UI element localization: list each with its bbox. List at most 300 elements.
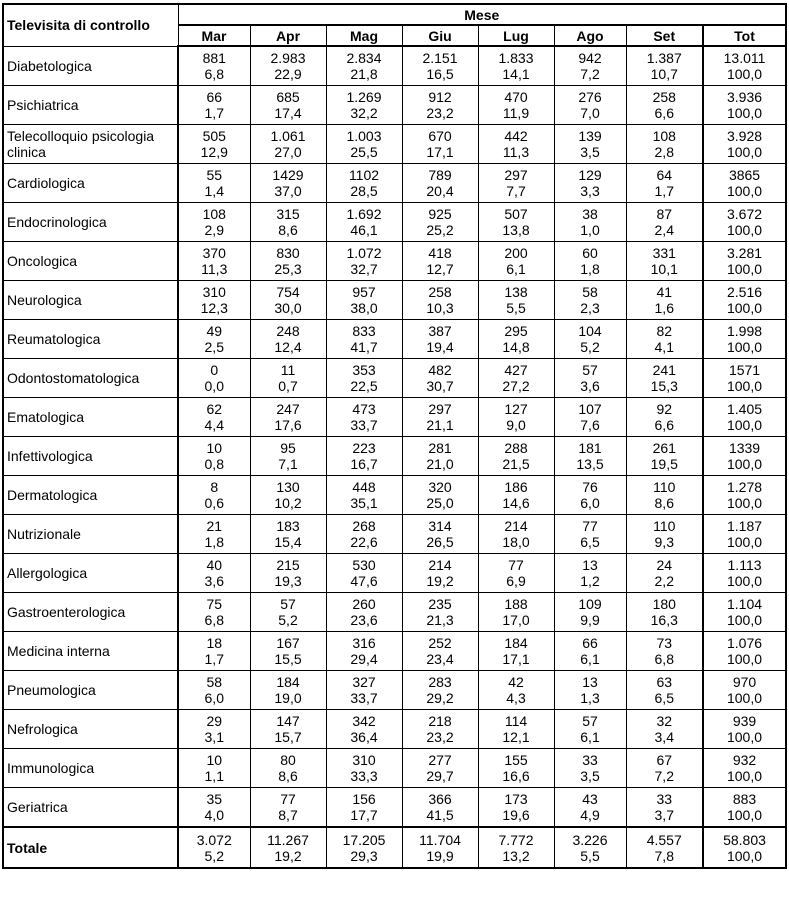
percent-value: 29,2 bbox=[426, 690, 454, 706]
row-label: Medicina interna bbox=[3, 632, 178, 671]
value-cell bbox=[178, 554, 250, 593]
value-cell bbox=[178, 203, 250, 242]
month-header-ago: Ago bbox=[554, 25, 626, 46]
percent-value: 33,3 bbox=[350, 768, 378, 784]
count-value: 2.983 bbox=[270, 50, 306, 66]
count-value: 63 bbox=[656, 674, 673, 690]
count-value: 754 bbox=[276, 284, 300, 300]
value-cell bbox=[703, 320, 786, 359]
percent-value: 21,5 bbox=[502, 456, 530, 472]
value-cell bbox=[250, 359, 326, 398]
count-value: 13 bbox=[582, 674, 598, 690]
count-value: 173 bbox=[504, 791, 528, 807]
row-label: Allergologica bbox=[3, 554, 178, 593]
row-label: Geriatrica bbox=[3, 788, 178, 828]
count-value: 507 bbox=[504, 206, 528, 222]
table-row bbox=[3, 86, 786, 125]
count-value: 87 bbox=[656, 206, 673, 222]
count-value: 353 bbox=[352, 362, 376, 378]
percent-value: 100,0 bbox=[726, 612, 763, 628]
count-value: 1.003 bbox=[346, 128, 382, 144]
count-value: 2.516 bbox=[726, 284, 763, 300]
percent-value: 8,6 bbox=[278, 222, 298, 238]
value-cell bbox=[178, 281, 250, 320]
value-cell bbox=[250, 632, 326, 671]
row-label: Nefrologica bbox=[3, 710, 178, 749]
value-cell bbox=[478, 515, 554, 554]
value-cell bbox=[402, 86, 478, 125]
count-value: 1339 bbox=[728, 440, 761, 456]
value-cell bbox=[703, 749, 786, 788]
count-value: 288 bbox=[504, 440, 528, 456]
value-cell bbox=[326, 788, 402, 828]
month-header-set: Set bbox=[626, 25, 703, 46]
count-value: 183 bbox=[276, 518, 300, 534]
count-value: 315 bbox=[276, 206, 300, 222]
row-label: Dermatologica bbox=[3, 476, 178, 515]
percent-value: 19,6 bbox=[502, 807, 530, 823]
value-cell bbox=[478, 437, 554, 476]
percent-value: 3,7 bbox=[654, 807, 674, 823]
count-value: 155 bbox=[504, 752, 528, 768]
value-cell bbox=[178, 242, 250, 281]
count-value: 41 bbox=[656, 284, 673, 300]
table-row bbox=[3, 554, 786, 593]
value-cell bbox=[626, 281, 703, 320]
value-cell bbox=[626, 320, 703, 359]
value-cell bbox=[703, 281, 786, 320]
percent-value: 0,6 bbox=[204, 495, 224, 511]
percent-value: 13,5 bbox=[576, 456, 604, 472]
value-cell bbox=[626, 749, 703, 788]
percent-value: 36,4 bbox=[350, 729, 378, 745]
percent-value: 100,0 bbox=[726, 729, 763, 745]
percent-value: 100,0 bbox=[726, 300, 763, 316]
value-cell bbox=[178, 827, 250, 868]
table-row bbox=[3, 164, 786, 203]
value-cell bbox=[250, 515, 326, 554]
percent-value: 5,2 bbox=[580, 339, 600, 355]
value-cell bbox=[402, 671, 478, 710]
value-cell bbox=[326, 437, 402, 476]
count-value: 62 bbox=[206, 401, 223, 417]
value-cell bbox=[178, 671, 250, 710]
value-cell bbox=[626, 125, 703, 164]
percent-value: 7,6 bbox=[580, 417, 600, 433]
percent-value: 4,1 bbox=[654, 339, 674, 355]
value-cell bbox=[402, 788, 478, 828]
value-cell bbox=[626, 359, 703, 398]
percent-value: 7,8 bbox=[654, 847, 674, 864]
percent-value: 3,4 bbox=[654, 729, 674, 745]
count-value: 129 bbox=[578, 167, 602, 183]
value-cell bbox=[326, 86, 402, 125]
count-value: 260 bbox=[352, 596, 376, 612]
percent-value: 16,6 bbox=[502, 768, 530, 784]
percent-value: 2,8 bbox=[654, 144, 674, 160]
value-cell bbox=[626, 437, 703, 476]
row-label: Telecolloquio psicologia clinica bbox=[3, 125, 178, 164]
count-value: 57 bbox=[582, 362, 598, 378]
count-value: 55 bbox=[206, 167, 223, 183]
row-label: Immunologica bbox=[3, 749, 178, 788]
value-cell bbox=[703, 827, 786, 868]
value-cell bbox=[478, 554, 554, 593]
percent-value: 100,0 bbox=[726, 222, 763, 238]
percent-value: 8,6 bbox=[278, 768, 298, 784]
count-value: 448 bbox=[352, 479, 376, 495]
count-value: 188 bbox=[504, 596, 528, 612]
percent-value: 11,3 bbox=[502, 144, 530, 160]
value-cell bbox=[478, 710, 554, 749]
value-cell bbox=[178, 788, 250, 828]
count-value: 1.113 bbox=[727, 557, 762, 573]
count-value: 327 bbox=[352, 674, 376, 690]
count-value: 1.387 bbox=[646, 50, 682, 66]
value-cell bbox=[402, 476, 478, 515]
value-cell bbox=[703, 788, 786, 828]
value-cell bbox=[626, 203, 703, 242]
value-cell bbox=[178, 86, 250, 125]
percent-value: 30,7 bbox=[426, 378, 454, 394]
count-value: 833 bbox=[352, 323, 376, 339]
percent-value: 100,0 bbox=[726, 378, 763, 394]
value-cell bbox=[554, 164, 626, 203]
count-value: 10 bbox=[206, 440, 223, 456]
percent-value: 23,2 bbox=[426, 105, 454, 121]
percent-value: 10,7 bbox=[650, 66, 678, 82]
value-cell bbox=[478, 671, 554, 710]
percent-value: 19,5 bbox=[650, 456, 678, 472]
percent-value: 25,5 bbox=[350, 144, 378, 160]
percent-value: 4,0 bbox=[204, 807, 224, 823]
value-cell bbox=[703, 398, 786, 437]
percent-value: 16,3 bbox=[650, 612, 678, 628]
count-value: 316 bbox=[352, 635, 376, 651]
percent-value: 25,3 bbox=[274, 261, 302, 277]
percent-value: 100,0 bbox=[726, 183, 763, 199]
percent-value: 28,5 bbox=[350, 183, 378, 199]
value-cell bbox=[402, 398, 478, 437]
count-value: 214 bbox=[504, 518, 528, 534]
value-cell bbox=[554, 593, 626, 632]
percent-value: 17,0 bbox=[502, 612, 530, 628]
count-value: 1571 bbox=[728, 362, 761, 378]
percent-value: 6,6 bbox=[654, 417, 674, 433]
count-value: 223 bbox=[352, 440, 376, 456]
value-cell bbox=[326, 242, 402, 281]
value-cell bbox=[554, 46, 626, 86]
percent-value: 7,2 bbox=[580, 66, 600, 82]
percent-value: 4,3 bbox=[506, 690, 526, 706]
value-cell bbox=[626, 710, 703, 749]
percent-value: 17,4 bbox=[274, 105, 302, 121]
value-cell bbox=[554, 515, 626, 554]
count-value: 108 bbox=[202, 206, 226, 222]
value-cell bbox=[250, 46, 326, 86]
value-cell bbox=[178, 437, 250, 476]
percent-value: 11,3 bbox=[201, 261, 228, 277]
percent-value: 46,1 bbox=[350, 222, 378, 238]
televisite-table bbox=[2, 3, 787, 869]
value-cell bbox=[326, 671, 402, 710]
value-cell bbox=[703, 242, 786, 281]
percent-value: 47,6 bbox=[350, 573, 378, 589]
value-cell bbox=[554, 242, 626, 281]
value-cell bbox=[626, 46, 703, 86]
value-cell bbox=[478, 203, 554, 242]
value-cell bbox=[326, 281, 402, 320]
total-label: Totale bbox=[3, 827, 178, 868]
count-value: 33 bbox=[582, 752, 598, 768]
value-cell bbox=[703, 125, 786, 164]
percent-value: 25,0 bbox=[426, 495, 454, 511]
percent-value: 1,7 bbox=[204, 651, 224, 667]
percent-value: 2,9 bbox=[204, 222, 224, 238]
count-value: 10 bbox=[206, 752, 223, 768]
count-value: 320 bbox=[428, 479, 452, 495]
value-cell bbox=[626, 515, 703, 554]
count-value: 181 bbox=[578, 440, 602, 456]
value-cell bbox=[554, 788, 626, 828]
value-cell bbox=[626, 593, 703, 632]
value-cell bbox=[626, 554, 703, 593]
value-cell bbox=[478, 398, 554, 437]
count-value: 13 bbox=[582, 557, 598, 573]
count-value: 1.405 bbox=[726, 401, 763, 417]
row-label: Endocrinologica bbox=[3, 203, 178, 242]
count-value: 214 bbox=[428, 557, 452, 573]
count-value: 3.281 bbox=[726, 245, 763, 261]
month-header-tot: Tot bbox=[703, 25, 786, 46]
value-cell bbox=[326, 46, 402, 86]
percent-value: 17,1 bbox=[502, 651, 530, 667]
count-value: 156 bbox=[352, 791, 376, 807]
percent-value: 13,2 bbox=[502, 847, 530, 864]
count-value: 7.772 bbox=[498, 831, 534, 848]
value-cell bbox=[402, 281, 478, 320]
value-cell bbox=[178, 359, 250, 398]
percent-value: 6,5 bbox=[580, 534, 600, 550]
count-value: 970 bbox=[732, 674, 757, 690]
percent-value: 27,0 bbox=[274, 144, 302, 160]
value-cell bbox=[626, 164, 703, 203]
value-cell bbox=[178, 398, 250, 437]
percent-value: 6,1 bbox=[506, 261, 526, 277]
count-value: 1.833 bbox=[498, 50, 534, 66]
count-value: 184 bbox=[276, 674, 300, 690]
value-cell bbox=[478, 242, 554, 281]
percent-value: 2,2 bbox=[654, 573, 674, 589]
value-cell bbox=[554, 749, 626, 788]
value-cell bbox=[478, 125, 554, 164]
percent-value: 1,8 bbox=[204, 534, 224, 550]
value-cell bbox=[326, 125, 402, 164]
percent-value: 100,0 bbox=[726, 847, 763, 864]
count-value: 77 bbox=[280, 791, 296, 807]
value-cell bbox=[478, 593, 554, 632]
percent-value: 13,8 bbox=[502, 222, 530, 238]
table-row bbox=[3, 515, 786, 554]
row-label: Odontostomatologica bbox=[3, 359, 178, 398]
percent-value: 7,1 bbox=[278, 456, 298, 472]
percent-value: 14,8 bbox=[502, 339, 530, 355]
count-value: 110 bbox=[653, 479, 676, 495]
table-row bbox=[3, 749, 786, 788]
value-cell bbox=[326, 398, 402, 437]
count-value: 42 bbox=[508, 674, 524, 690]
row-label: Pneumologica bbox=[3, 671, 178, 710]
count-value: 830 bbox=[276, 245, 300, 261]
count-value: 3865 bbox=[728, 167, 761, 183]
percent-value: 35,1 bbox=[350, 495, 378, 511]
percent-value: 1,2 bbox=[580, 573, 600, 589]
count-value: 297 bbox=[428, 401, 452, 417]
percent-value: 23,6 bbox=[350, 612, 378, 628]
value-cell bbox=[250, 710, 326, 749]
value-cell bbox=[326, 749, 402, 788]
percent-value: 1,1 bbox=[204, 768, 224, 784]
count-value: 127 bbox=[504, 401, 528, 417]
count-value: 418 bbox=[428, 245, 452, 261]
count-value: 218 bbox=[428, 713, 452, 729]
month-header-mar: Mar bbox=[178, 25, 250, 46]
table-row bbox=[3, 242, 786, 281]
count-value: 925 bbox=[428, 206, 452, 222]
count-value: 247 bbox=[276, 401, 300, 417]
percent-value: 7,0 bbox=[580, 105, 600, 121]
value-cell bbox=[402, 749, 478, 788]
value-cell bbox=[554, 632, 626, 671]
value-cell bbox=[250, 398, 326, 437]
row-label: Oncologica bbox=[3, 242, 178, 281]
month-header-lug: Lug bbox=[478, 25, 554, 46]
percent-value: 2,5 bbox=[204, 339, 224, 355]
count-value: 2.151 bbox=[422, 50, 458, 66]
corner-header: Televisita di controllo bbox=[3, 4, 178, 46]
value-cell bbox=[250, 320, 326, 359]
count-value: 186 bbox=[504, 479, 528, 495]
count-value: 685 bbox=[276, 89, 300, 105]
value-cell bbox=[703, 632, 786, 671]
count-value: 366 bbox=[428, 791, 452, 807]
percent-value: 12,7 bbox=[426, 261, 454, 277]
percent-value: 5,5 bbox=[580, 847, 600, 864]
count-value: 276 bbox=[578, 89, 602, 105]
count-value: 1.278 bbox=[726, 479, 763, 495]
value-cell bbox=[326, 827, 402, 868]
count-value: 370 bbox=[202, 245, 226, 261]
value-cell bbox=[703, 164, 786, 203]
row-label: Gastroenterologica bbox=[3, 593, 178, 632]
value-cell bbox=[478, 281, 554, 320]
percent-value: 9,9 bbox=[580, 612, 600, 628]
percent-value: 21,1 bbox=[426, 417, 454, 433]
value-cell bbox=[178, 749, 250, 788]
value-cell bbox=[626, 632, 703, 671]
percent-value: 18,0 bbox=[502, 534, 530, 550]
value-cell bbox=[402, 242, 478, 281]
count-value: 530 bbox=[352, 557, 376, 573]
percent-value: 21,3 bbox=[426, 612, 454, 628]
count-value: 3.226 bbox=[572, 831, 608, 848]
count-value: 1.072 bbox=[346, 245, 382, 261]
percent-value: 19,0 bbox=[274, 690, 302, 706]
table-row bbox=[3, 671, 786, 710]
value-cell bbox=[703, 86, 786, 125]
count-value: 76 bbox=[582, 479, 598, 495]
count-value: 883 bbox=[732, 791, 757, 807]
value-cell bbox=[326, 593, 402, 632]
percent-value: 19,2 bbox=[274, 847, 302, 864]
percent-value: 100,0 bbox=[726, 105, 763, 121]
value-cell bbox=[250, 554, 326, 593]
percent-value: 33,7 bbox=[350, 417, 378, 433]
percent-value: 1,4 bbox=[204, 183, 224, 199]
value-cell bbox=[326, 515, 402, 554]
count-value: 108 bbox=[652, 128, 676, 144]
percent-value: 27,2 bbox=[502, 378, 530, 394]
count-value: 130 bbox=[276, 479, 300, 495]
percent-value: 20,4 bbox=[426, 183, 454, 199]
count-value: 881 bbox=[202, 50, 226, 66]
count-value: 1.269 bbox=[346, 89, 382, 105]
percent-value: 22,9 bbox=[274, 66, 302, 82]
percent-value: 21,0 bbox=[426, 456, 454, 472]
count-value: 80 bbox=[280, 752, 296, 768]
percent-value: 3,3 bbox=[580, 183, 600, 199]
count-value: 3.072 bbox=[196, 831, 232, 848]
value-cell bbox=[250, 86, 326, 125]
count-value: 4.557 bbox=[646, 831, 682, 848]
percent-value: 1,7 bbox=[654, 183, 674, 199]
percent-value: 23,4 bbox=[426, 651, 454, 667]
value-cell bbox=[478, 476, 554, 515]
value-cell bbox=[554, 710, 626, 749]
percent-value: 33,7 bbox=[350, 690, 378, 706]
percent-value: 4,9 bbox=[580, 807, 600, 823]
table-row bbox=[3, 593, 786, 632]
percent-value: 100,0 bbox=[726, 339, 763, 355]
percent-value: 21,8 bbox=[350, 66, 378, 82]
percent-value: 2,4 bbox=[654, 222, 674, 238]
count-value: 77 bbox=[582, 518, 598, 534]
row-label: Diabetologica bbox=[3, 46, 178, 86]
row-label: Psichiatrica bbox=[3, 86, 178, 125]
percent-value: 100,0 bbox=[726, 495, 763, 511]
row-label: Nutrizionale bbox=[3, 515, 178, 554]
percent-value: 16,7 bbox=[350, 456, 378, 472]
percent-value: 12,9 bbox=[200, 144, 228, 160]
percent-value: 0,0 bbox=[204, 378, 224, 394]
table-row bbox=[3, 125, 786, 164]
percent-value: 100,0 bbox=[726, 66, 763, 82]
percent-value: 100,0 bbox=[726, 144, 763, 160]
percent-value: 15,7 bbox=[274, 729, 302, 745]
count-value: 331 bbox=[652, 245, 676, 261]
percent-value: 15,3 bbox=[650, 378, 678, 394]
percent-value: 23,2 bbox=[426, 729, 454, 745]
value-cell bbox=[402, 125, 478, 164]
count-value: 167 bbox=[276, 635, 300, 651]
value-cell bbox=[178, 125, 250, 164]
value-cell bbox=[402, 593, 478, 632]
percent-value: 15,4 bbox=[274, 534, 302, 550]
count-value: 1.104 bbox=[726, 596, 763, 612]
percent-value: 100,0 bbox=[726, 807, 763, 823]
count-value: 64 bbox=[656, 167, 673, 183]
value-cell bbox=[178, 320, 250, 359]
